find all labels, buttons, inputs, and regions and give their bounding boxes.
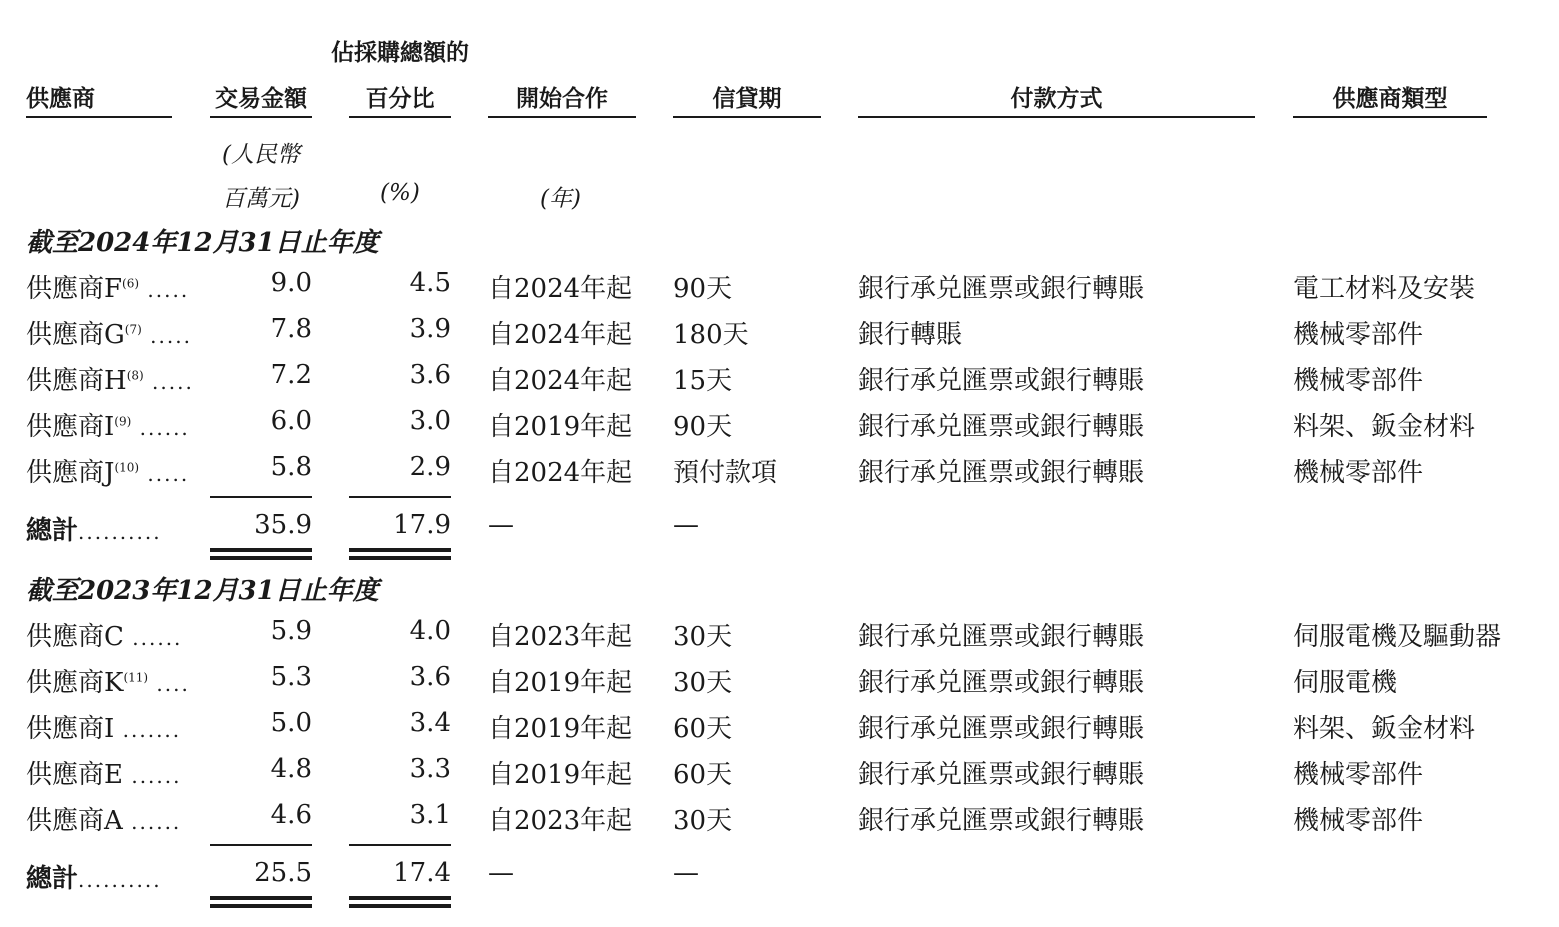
credit-cell: 180天 xyxy=(673,320,749,350)
amount-cell: 5.0 xyxy=(270,708,312,738)
supplier-name xyxy=(26,800,181,837)
total-amount: 25.5 xyxy=(254,858,312,888)
header-percent-line1: 佔採購總額的 xyxy=(331,39,469,66)
unit-amount-line2: 百萬元) xyxy=(222,186,300,212)
amount-cell: 4.8 xyxy=(270,754,312,784)
payment-cell: 銀行承兑匯票或銀行轉賬 xyxy=(858,760,1145,790)
start-cell: 自2023年起 xyxy=(488,622,633,652)
credit-cell: 15天 xyxy=(673,366,733,396)
subtotal-rule xyxy=(210,496,312,498)
percent-cell: 4.0 xyxy=(409,616,451,646)
total-double-rule xyxy=(210,548,312,560)
percent-cell: 2.9 xyxy=(409,452,451,482)
type-cell: 機械零部件 xyxy=(1293,806,1424,836)
total-credit: — xyxy=(673,510,699,540)
section-title: 截至2024年12月31日止年度 xyxy=(26,228,379,258)
percent-cell: 3.6 xyxy=(409,360,451,390)
start-cell: 自2019年起 xyxy=(488,668,633,698)
supplier-name xyxy=(26,452,189,489)
supplier-name xyxy=(26,616,182,653)
header-payment: 付款方式 xyxy=(1010,85,1103,112)
type-cell: 伺服電機及驅動器 xyxy=(1293,622,1502,652)
supplier-name xyxy=(26,268,189,305)
credit-cell: 60天 xyxy=(673,760,733,790)
note-ref: (9) xyxy=(114,414,132,429)
type-cell: 料架、鈑金材料 xyxy=(1293,714,1476,744)
type-cell: 機械零部件 xyxy=(1293,366,1424,396)
unit-start: (年) xyxy=(540,186,581,212)
header-credit: 信貸期 xyxy=(712,85,782,112)
total-credit: — xyxy=(673,858,699,888)
supplier-label: 供應商C xyxy=(26,622,124,652)
subtotal-rule xyxy=(349,496,451,498)
total-text: 總計 xyxy=(26,864,79,894)
total-amount: 35.9 xyxy=(254,510,312,540)
start-cell: 自2019年起 xyxy=(488,760,633,790)
type-cell: 料架、鈑金材料 xyxy=(1293,412,1476,442)
header-type: 供應商類型 xyxy=(1332,85,1448,112)
header-amount: 交易金額 xyxy=(215,85,307,112)
header-rule xyxy=(673,116,821,118)
header-rule xyxy=(1293,116,1487,118)
header-rule xyxy=(210,116,312,118)
header-rule xyxy=(858,116,1255,118)
type-cell: 機械零部件 xyxy=(1293,760,1424,790)
amount-cell: 5.3 xyxy=(270,662,312,692)
total-percent: 17.9 xyxy=(393,510,451,540)
percent-cell: 3.0 xyxy=(409,406,451,436)
section-title: 截至2023年12月31日止年度 xyxy=(26,576,379,606)
credit-cell: 90天 xyxy=(673,274,733,304)
subtotal-rule xyxy=(349,844,451,846)
total-start: — xyxy=(488,858,514,888)
note-ref: (8) xyxy=(126,368,144,383)
total-start: — xyxy=(488,510,514,540)
amount-cell: 9.0 xyxy=(270,268,312,298)
start-cell: 自2024年起 xyxy=(488,320,633,350)
leader-dots: ..... xyxy=(143,370,194,394)
percent-cell: 3.9 xyxy=(409,314,451,344)
total-label xyxy=(26,510,162,547)
type-cell: 機械零部件 xyxy=(1293,458,1424,488)
supplier-name xyxy=(26,754,182,791)
payment-cell: 銀行承兑匯票或銀行轉賬 xyxy=(858,412,1145,442)
supplier-label: 供應商J xyxy=(26,458,115,488)
start-cell: 自2023年起 xyxy=(488,806,633,836)
supplier-label: 供應商G xyxy=(26,320,125,350)
leader-dots: ...... xyxy=(123,626,183,650)
type-cell: 伺服電機 xyxy=(1293,668,1398,698)
supplier-name xyxy=(26,662,190,699)
subtotal-rule xyxy=(210,844,312,846)
amount-cell: 6.0 xyxy=(270,406,312,436)
percent-cell: 3.4 xyxy=(409,708,451,738)
supplier-name xyxy=(26,360,194,397)
amount-cell: 5.9 xyxy=(270,616,312,646)
supplier-name xyxy=(26,314,192,351)
start-cell: 自2024年起 xyxy=(488,458,633,488)
note-ref: (10) xyxy=(114,460,140,475)
header-supplier: 供應商 xyxy=(26,85,95,112)
payment-cell: 銀行承兑匯票或銀行轉賬 xyxy=(858,668,1145,698)
leader-dots: ...... xyxy=(131,416,190,440)
header-percent-line2: 百分比 xyxy=(365,85,435,112)
supplier-label: 供應商K xyxy=(26,668,124,698)
leader-dots: ...... xyxy=(122,764,182,788)
payment-cell: 銀行承兑匯票或銀行轉賬 xyxy=(858,714,1145,744)
leader-dots: ...... xyxy=(122,810,182,834)
payment-cell: 銀行承兑匯票或銀行轉賬 xyxy=(858,806,1145,836)
total-percent: 17.4 xyxy=(393,858,451,888)
total-double-rule xyxy=(210,896,312,908)
credit-cell: 90天 xyxy=(673,412,733,442)
total-label xyxy=(26,858,162,895)
supplier-label: 供應商H xyxy=(26,366,127,396)
supplier-label: 供應商I xyxy=(26,714,115,744)
type-cell: 機械零部件 xyxy=(1293,320,1424,350)
header-rule xyxy=(488,116,636,118)
leader-dots: .......... xyxy=(78,868,162,892)
payment-cell: 銀行承兑匯票或銀行轉賬 xyxy=(858,274,1145,304)
percent-cell: 3.1 xyxy=(409,800,451,830)
payment-cell: 銀行承兑匯票或銀行轉賬 xyxy=(858,622,1145,652)
supplier-label: 供應商E xyxy=(26,760,123,790)
amount-cell: 7.2 xyxy=(270,360,312,390)
leader-dots: ....... xyxy=(114,718,182,742)
supplier-label: 供應商I xyxy=(26,412,115,442)
leader-dots: .... xyxy=(148,672,190,696)
credit-cell: 預付款項 xyxy=(673,458,778,488)
total-double-rule xyxy=(349,548,451,560)
payment-cell: 銀行轉賬 xyxy=(858,320,963,350)
header-rule xyxy=(349,116,451,118)
supplier-name xyxy=(26,708,181,745)
header-rule xyxy=(26,116,172,118)
start-cell: 自2019年起 xyxy=(488,412,633,442)
supplier-name xyxy=(26,406,190,443)
start-cell: 自2024年起 xyxy=(488,366,633,396)
start-cell: 自2019年起 xyxy=(488,714,633,744)
amount-cell: 4.6 xyxy=(270,800,312,830)
note-ref: (11) xyxy=(123,670,149,685)
percent-cell: 4.5 xyxy=(409,268,451,298)
supplier-label: 供應商F xyxy=(26,274,123,304)
type-cell: 電工材料及安裝 xyxy=(1293,274,1476,304)
unit-amount-line1: (人民幣 xyxy=(222,142,300,168)
percent-cell: 3.3 xyxy=(409,754,451,784)
supplier-label: 供應商A xyxy=(26,806,123,836)
amount-cell: 5.8 xyxy=(270,452,312,482)
percent-cell: 3.6 xyxy=(409,662,451,692)
leader-dots: ..... xyxy=(141,324,192,348)
credit-cell: 30天 xyxy=(673,622,733,652)
note-ref: (7) xyxy=(124,322,142,337)
payment-cell: 銀行承兑匯票或銀行轉賬 xyxy=(858,458,1145,488)
credit-cell: 60天 xyxy=(673,714,733,744)
leader-dots: ..... xyxy=(139,278,190,302)
leader-dots: ..... xyxy=(139,462,190,486)
credit-cell: 30天 xyxy=(673,668,733,698)
header-start: 開始合作 xyxy=(516,85,608,112)
note-ref: (6) xyxy=(122,276,140,291)
credit-cell: 30天 xyxy=(673,806,733,836)
total-double-rule xyxy=(349,896,451,908)
unit-percent: (%) xyxy=(380,180,420,206)
leader-dots: .......... xyxy=(78,520,162,544)
total-text: 總計 xyxy=(26,516,79,546)
amount-cell: 7.8 xyxy=(270,314,312,344)
payment-cell: 銀行承兑匯票或銀行轉賬 xyxy=(858,366,1145,396)
start-cell: 自2024年起 xyxy=(488,274,633,304)
